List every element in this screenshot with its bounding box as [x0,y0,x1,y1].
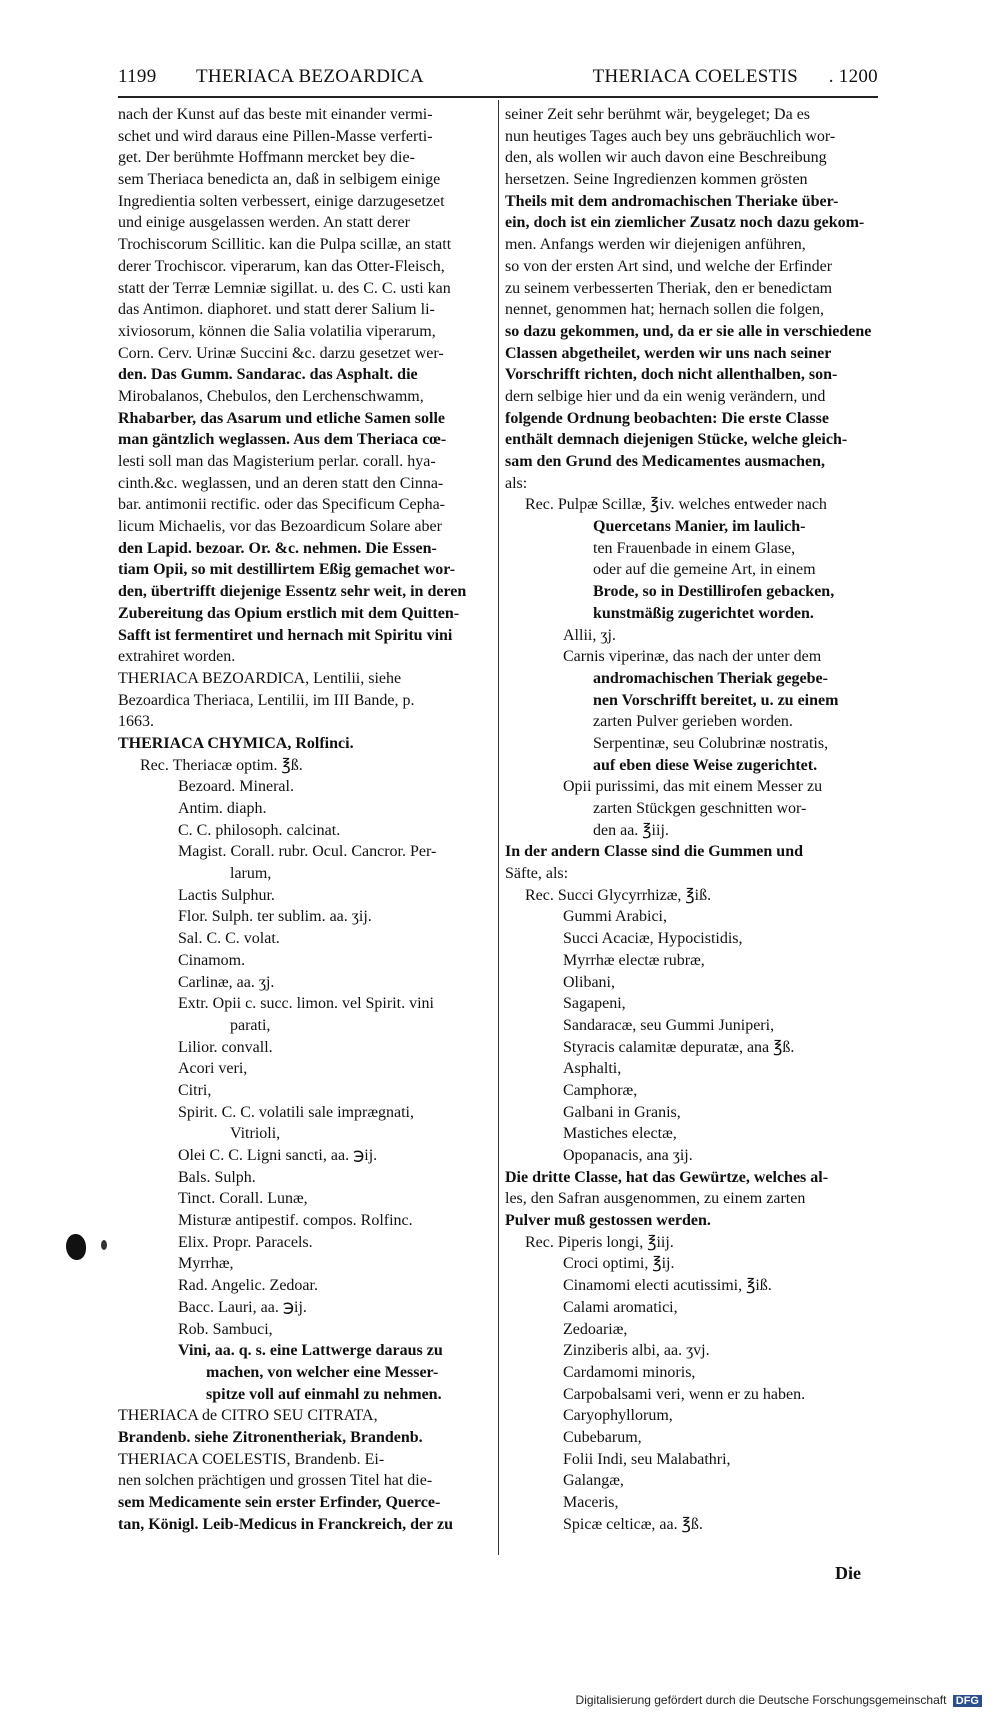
catchword: Die [835,1563,861,1583]
dfg-logo: DFG [953,1695,982,1707]
text-line: licum Michaelis, vor das Bezoardicum Solare aber [118,518,442,536]
text-line: man gäntzlich weglassen. Aus dem Theriaca cœ- [118,431,447,449]
text-line: ein, doch ist ein ziemlicher Zusatz noch dazu gekom- [505,214,865,232]
text-line: Allii, ʒj. [563,626,616,644]
text-line: Camphoræ, [563,1081,638,1099]
text-line: Bals. Sulph. [178,1168,256,1186]
text-line: Cubebarum, [563,1428,642,1446]
text-line: Mirobalanos, Chebulos, den Lerchenschwamm, [118,387,424,405]
text-line: Magist. Corall. rubr. Ocul. Cancror. Per- [178,843,437,861]
text-line: Tinct. Corall. Lunæ, [178,1190,308,1208]
text-line: Quercetans Manier, im laulich- [593,518,806,536]
text-line: das Antimon. diaphoret. und statt derer Salium li- [118,301,435,319]
text-line: enthält demnach diejenigen Stücke, welche gleich- [505,431,848,449]
text-line: Theils mit dem andromachischen Theriake über- [505,192,839,210]
text-line: Bezoard. Mineral. [178,778,294,796]
text-line: Classen abgetheilet, werden wir uns nach seiner [505,344,832,362]
text-line: Flor. Sulph. ter sublim. aa. ʒij. [178,908,372,926]
text-line: les, den Safran ausgenommen, zu einem zarten [505,1190,806,1208]
text-line: Cardamomi minoris, [563,1363,696,1381]
text-line: Cinamom. [178,951,246,969]
text-line: lesti soll man das Magisterium perlar. corall. hya- [118,453,436,470]
text-line: Galangæ, [563,1472,624,1490]
footer [576,1693,982,1707]
page-number-left: 1199 [118,66,157,87]
text-line: sem Medicamente sein erster Erfinder, Querce- [118,1494,441,1511]
text-line: nun heutiges Tages auch bey uns gebräuchlich wor- [505,127,836,145]
text-line: Vini, aa. q. s. eine Lattwerge daraus zu [178,1342,443,1360]
text-line: extrahiret worden. [118,648,236,666]
text-line: Safft ist fermentiret und hernach mit Spiritu vini [118,626,453,644]
text-line: Spicæ celticæ, aa. ℥ß. [563,1515,703,1533]
text-line: sam den Grund des Medicamentes ausmachen, [505,453,826,470]
text-line: statt der Terræ Lemniæ sigillat. u. des C. C. usti kan [118,279,451,297]
text-line: THERIACA CHYMICA, Rolfinci. [118,734,354,752]
text-line: Succi Acaciæ, Hypocistidis, [563,930,743,948]
text-line: zarten Pulver gerieben worden. [593,713,793,731]
text-line: Caryophyllorum, [563,1407,673,1425]
right-column [505,104,877,1535]
text-line: Bacc. Lauri, aa. ℈ij. [178,1298,307,1316]
text-line: Styracis calamitæ depuratæ, ana ℥ß. [563,1038,795,1056]
text-line: Brandenb. siehe Zitronentheriak, Brandenb. [118,1428,423,1446]
text-line: Olei C. C. Ligni sancti, aa. ℈ij. [178,1147,378,1164]
text-line: den aa. ℥iij. [593,821,669,839]
text-line: In der andern Classe sind die Gummen und [505,843,803,861]
text-line: nen Vorschrifft bereitet, u. zu einem [593,691,839,709]
text-line: Ingredientia solten verbessert, einige darzugesetzet [118,192,445,210]
text-line: Opii purissimi, das mit einem Messer zu [563,778,823,796]
text-line: Zinziberis albi, aa. ʒvj. [563,1342,710,1360]
running-title-left: THERIACA BEZOARDICA [196,66,424,87]
text-line: Gummi Arabici, [563,908,667,926]
text-line: so von der ersten Art sind, und welche der Erfinder [505,257,833,275]
text-line: Corn. Cerv. Urinæ Succini &c. darzu gesetzet wer- [118,344,444,362]
text-line: Vorschrifft richten, doch nicht allenthalben, son- [505,366,838,384]
text-line: Olibani, [563,973,615,991]
text-line: parati, [230,1016,271,1034]
text-line: Extr. Opii c. succ. limon. vel Spirit. vini [178,995,434,1013]
column-divider [498,100,499,1555]
text-line: andromachischen Theriak gegebe- [593,669,828,687]
text-line: Galbani in Granis, [563,1103,681,1121]
text-line: den Lapid. bezoar. Or. &c. nehmen. Die Essen- [118,539,437,557]
text-line: Rad. Angelic. Zedoar. [178,1277,318,1295]
page-number-right: . 1200 [828,66,878,87]
text-line: Elix. Propr. Paracels. [178,1233,313,1251]
text-line: kunstmäßig zugerichtet worden. [593,604,814,622]
text-line: xiviosorum, können die Salia volatilia viperarum, [118,322,436,340]
text-line: dern selbige hier und da ein wenig verändern, und [505,387,826,405]
footer-text: Digitalisierung gefördert durch die Deutsche Forschungsgemeinschaft [575,1693,947,1707]
text-line: folgende Ordnung beobachten: Die erste Classe [505,409,829,427]
text-line: Carpobalsami veri, wenn er zu haben. [563,1385,806,1403]
text-line: Trochiscorum Scillitic. kan die Pulpa scillæ, an statt [118,236,452,254]
text-line: men. Anfangs werden wir diejenigen anführen, [505,236,806,254]
text-line: cinth.&c. weglassen, und an deren statt den Cinna- [118,474,444,492]
text-line: Calami aromatici, [563,1298,678,1316]
text-line: Sagapeni, [563,995,626,1013]
text-line: Lilior. convall. [178,1038,273,1056]
text-line: zu seinem verbesserten Theriak, den er benedictam [505,279,833,297]
text-line: schet und wird daraus eine Pillen-Masse verferti- [118,127,433,145]
text-line: nen solchen prächtigen und grossen Titel hat die- [118,1472,433,1490]
text-line: Opopanacis, ana ʒij. [563,1147,693,1164]
left-column [118,104,498,1535]
text-line: Maceris, [563,1494,619,1511]
text-line: nach der Kunst auf das beste mit einander vermi- [118,106,433,123]
text-line: Rec. Succi Glycyrrhizæ, ℥iß. [525,886,712,904]
text-line: Zubereitung das Opium erstlich mit dem Quitten- [118,604,460,622]
page-header [118,66,878,98]
text-line: Folii Indi, seu Malabathri, [563,1450,731,1468]
text-line: C. C. philosoph. calcinat. [178,821,341,839]
text-line: larum, [230,865,272,883]
text-line: Cinamomi electi acutissimi, ℥iß. [563,1277,772,1295]
text-line: Serpentinæ, seu Colubrinæ nostratis, [593,734,829,752]
text-line: Pulver muß gestossen werden. [505,1212,711,1230]
text-line: THERIACA COELESTIS, Brandenb. Ei- [118,1450,385,1468]
text-line: Rec. Pulpæ Scillæ, ℥iv. welches entweder nach [525,496,827,514]
text-line: oder auf die gemeine Art, in einem [593,561,816,579]
text-line: Bezoardica Theriaca, Lentilii, im III Bande, p. [118,691,415,709]
text-line: THERIACA BEZOARDICA, Lentilii, siehe [118,669,402,687]
text-line: tan, Königl. Leib-Medicus in Franckreich, der zu [118,1515,453,1533]
text-line: Rec. Piperis longi, ℥iij. [525,1233,674,1251]
text-line: Sandaracæ, seu Gummi Juniperi, [563,1016,775,1034]
text-line: Carnis viperinæ, das nach der unter dem [563,648,822,666]
text-line: seiner Zeit sehr berühmt wär, beygeleget; Da es [505,106,811,123]
text-line: Rec. Theriacæ optim. ℥ß. [140,756,303,774]
text-line: Asphalti, [563,1060,622,1078]
text-line: zarten Stückgen geschnitten wor- [593,800,807,817]
text-line: Zedoariæ, [563,1320,628,1338]
text-line: den. Das Gumm. Sandarac. das Asphalt. die [118,366,418,384]
text-line: bar. antimonii rectific. oder das Specificum Cepha- [118,496,445,514]
text-line: sem Theriaca benedicta an, daß in selbigem einige [118,171,441,189]
text-line: Rhabarber, das Asarum und etliche Samen solle [118,409,445,427]
text-line: den, übertrifft diejenige Essentz sehr weit, in deren [118,583,467,601]
text-line: tiam Opii, so mit destillirtem Eßig gemachet wor- [118,561,456,579]
text-line: Croci optimi, ℥ij. [563,1255,675,1273]
text-line: auf eben diese Weise zugerichtet. [593,756,818,774]
text-line: Myrrhæ electæ rubræ, [563,951,705,969]
text-line: 1663. [118,713,154,731]
text-line: spitze voll auf einmahl zu nehmen. [206,1385,442,1403]
text-line: Myrrhæ, [178,1255,234,1273]
text-line: ten Frauenbade in einem Glase, [593,539,796,557]
text-line: Antim. diaph. [178,800,267,817]
text-line: Die dritte Classe, hat das Gewürtze, welches al- [505,1168,829,1186]
text-line: THERIACA de CITRO SEU CITRATA, [118,1407,378,1425]
text-line: Rob. Sambuci, [178,1320,273,1338]
ink-speck [101,1240,107,1250]
text-line: Spirit. C. C. volatili sale imprægnati, [178,1103,414,1121]
text-line: Lactis Sulphur. [178,886,275,904]
text-line: als: [505,474,528,492]
text-line: Vitrioli, [230,1125,281,1143]
text-line: machen, von welcher eine Messer- [206,1363,439,1381]
text-line: Brode, so in Destillirofen gebacken, [593,583,835,601]
text-line: Mastiches electæ, [563,1125,677,1143]
ink-blot [66,1234,86,1260]
text-line: Citri, [178,1081,212,1099]
text-line: Carlinæ, aa. ʒj. [178,973,275,991]
text-line: Misturæ antipestif. compos. Rolfinc. [178,1212,413,1230]
text-line: den, als wollen wir auch davon eine Beschreibung [505,149,827,167]
text-line: derer Trochiscor. viperarum, kan das Otter-Fleisch, [118,257,445,275]
text-line: get. Der berühmte Hoffmann mercket bey die- [118,149,415,167]
text-line: nennet, genommen hat; hernach sollen die folgen, [505,301,825,319]
text-line: Säfte, als: [505,865,569,883]
running-title-right: THERIACA COELESTIS [592,66,798,87]
text-line: hersetzen. Seine Ingredienzen kommen grösten [505,171,808,189]
text-line: so dazu gekommen, und, da er sie alle in verschiedene [505,322,872,340]
text-line: Sal. C. C. volat. [178,930,280,948]
text-line: Acori veri, [178,1060,248,1078]
text-line: und einige ausgelassen werden. An statt derer [118,214,410,232]
